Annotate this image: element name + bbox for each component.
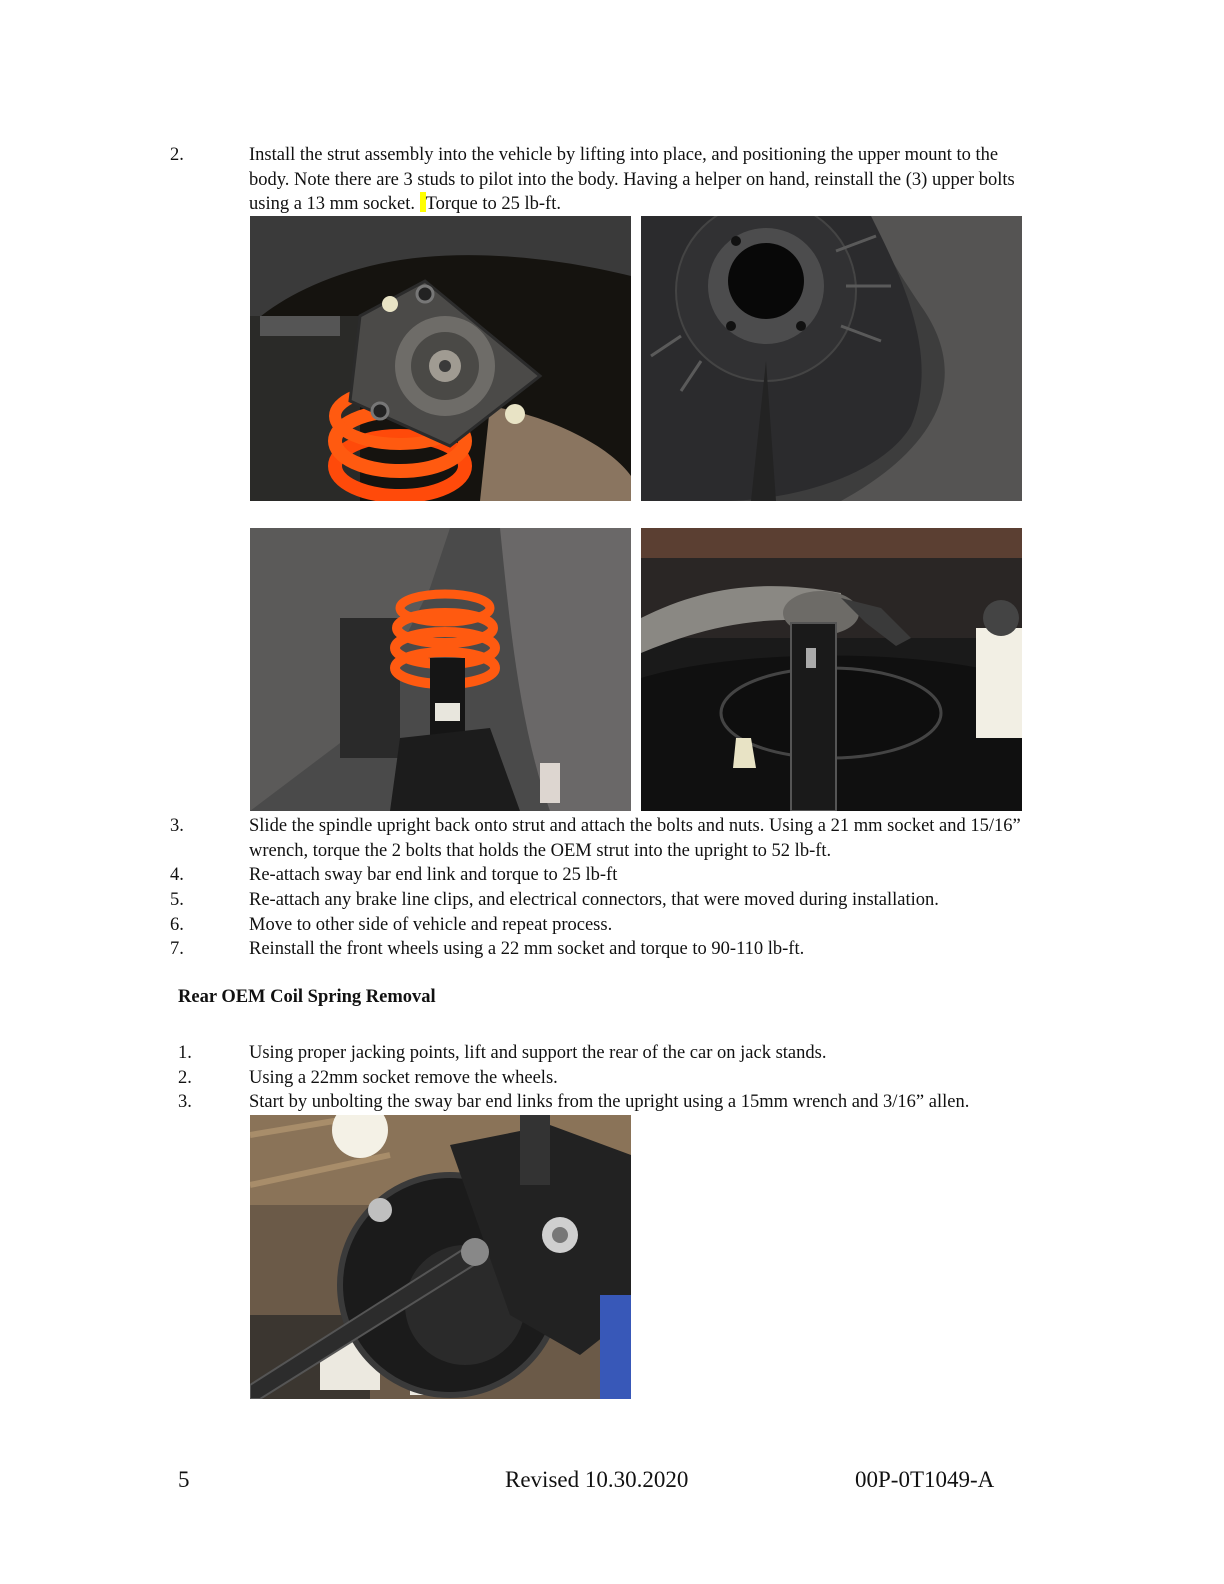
step-3 [170, 814, 1030, 863]
part-number: 00P-0T1049-A [855, 1467, 995, 1492]
step-text: Reinstall the front wheels using a 22 mm socket and torque to 90-110 lb-ft. [249, 939, 805, 959]
step-text-main: Install the strut assembly into the vehicle by lifting into place, and positioning the upper mount to the body. Note there are 3 studs to pilot into the body. Having a helper on hand, reinstall the (3) upper bolts using a 13 mm socket. [249, 145, 1015, 215]
rear-step-3 [170, 1090, 1030, 1115]
step-number: 3. [170, 816, 184, 836]
step-text: Slide the spindle upright back onto strut and attach the bolts and nuts. Using a 21 mm socket and 15/16” wrench, torque the 2 bolts that holds the OEM strut into the upright to 52 lb-ft. [249, 816, 1021, 861]
rear-step-1 [170, 1041, 1030, 1066]
step-text: Re-attach sway bar end link and torque to 25 lb-ft [249, 865, 618, 885]
step-5 [170, 888, 1030, 913]
step-text [249, 143, 1030, 217]
page-number: 5 [178, 1467, 190, 1492]
rear-step-2 [170, 1066, 1030, 1091]
step-text: Using proper jacking points, lift and support the rear of the car on jack stands. [249, 1043, 827, 1063]
step-number: 3. [178, 1092, 192, 1112]
step-number: 4. [170, 865, 184, 885]
step-6 [170, 913, 1030, 938]
section-heading: Rear OEM Coil Spring Removal [178, 987, 436, 1007]
photo-rear-sway-bar-link [250, 1115, 631, 1399]
step-text: Start by unbolting the sway bar end links from the upright using a 15mm wrench and 3/16” allen. [249, 1092, 970, 1112]
photo-coilover-installed [250, 528, 631, 811]
step-number: 1. [178, 1043, 192, 1063]
step-number: 7. [170, 939, 184, 959]
step-text-torque: Torque to 25 lb-ft. [425, 194, 561, 215]
revision-date: Revised 10.30.2020 [505, 1467, 689, 1492]
photo-torque-wrench [641, 528, 1022, 811]
step-number: 2. [170, 145, 184, 165]
step-number: 6. [170, 915, 184, 935]
step-text: Move to other side of vehicle and repeat process. [249, 915, 613, 935]
photo-strut-tower [641, 216, 1022, 501]
step-7 [170, 937, 1030, 962]
step-number: 5. [170, 890, 184, 910]
step-2 [170, 143, 1030, 217]
step-number: 2. [178, 1068, 192, 1088]
step-text: Using a 22mm socket remove the wheels. [249, 1068, 558, 1088]
step-4 [170, 863, 1030, 888]
step-text: Re-attach any brake line clips, and electrical connectors, that were moved during installation. [249, 890, 939, 910]
photo-strut-top-mount [250, 216, 631, 501]
